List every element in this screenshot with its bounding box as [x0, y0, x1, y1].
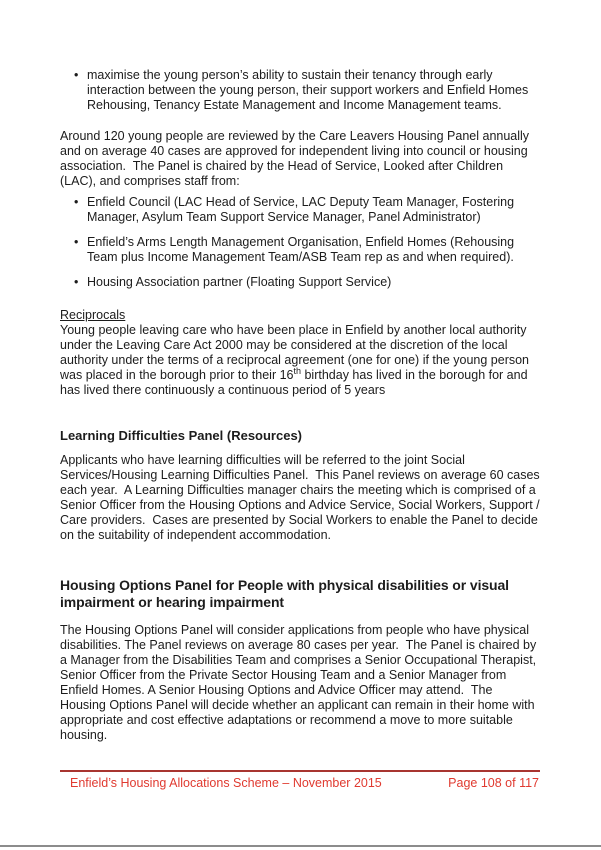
list-item: [60, 68, 541, 113]
list-item: [60, 235, 541, 265]
list-item-text: maximise the young person’s ability to sustain their tenancy through early interaction between the young person, their support workers and Enfield Homes Rehousing, Tenancy Estate Management and Income Management teams.: [87, 68, 532, 112]
housing-options-section: [60, 577, 541, 743]
page-content: [60, 68, 544, 743]
lead-bullet-list: [60, 68, 541, 113]
ordinal-superscript: th: [293, 365, 301, 376]
list-item-text: Housing Association partner (Floating Support Service): [87, 275, 392, 289]
reciprocals-section: [60, 308, 541, 398]
footer-rule: [60, 770, 540, 772]
bullet-icon: •: [74, 235, 79, 249]
list-item-text: Enfield Council (LAC Head of Service, LAC Deputy Team Manager, Fostering Manager, Asylum Team Support Service Manager, Panel Administrator): [87, 195, 518, 224]
intro-paragraph: Around 120 young people are reviewed by the Care Leavers Housing Panel annually and on average 40 cases are approved for independent living into council or housing association. The Panel is chaired by the Head of Service, Looked after Children (LAC), and comprises staff from:: [60, 129, 533, 188]
reciprocals-heading: Reciprocals: [60, 308, 126, 322]
reciprocals-text-end: birthday has lived in the borough for and has lived there continuously a continuous period of 5 years: [60, 368, 532, 397]
housing-options-paragraph: The Housing Options Panel will consider applications from people who have physical disabilities. The Panel reviews on average 80 cases per year. The Panel is chaired by a Manager from the Disabilities Team and comprises a Senior Occupational Therapist, Senior Officer from the Private Sector Housing Team and a Senior Manager from Enfield Homes. A Senior Housing Options and Advice Officer may attend. The Housing Options Panel will decide whether an applicant can remain in their home with appropriate and cost effective adaptations or recommend a move to more suitable housing.: [60, 623, 540, 742]
footer-document-title: Enfield’s Housing Allocations Scheme – November 2015: [70, 776, 382, 790]
learning-difficulties-paragraph: Applicants who have learning difficulties will be referred to the joint Social Services/Housing Learning Difficulties Panel. This Panel reviews on average 60 cases each year. A Learning Difficulties manager chairs the meeting which is comprised of a Senior Officer from the Housing Options and Advice Service, Social Workers, Support / Care providers. Cases are presented by Social Workers to enable the Panel to decide on the suitability of independent accommodation.: [60, 453, 544, 542]
page-footer: [60, 776, 539, 791]
reciprocals-text-start: Young people leaving care who have been place in Enfield by another local authority under the Leaving Care Act 2000 may be considered at the discretion of the local authority under the terms of a reciprocal agreement (one for one) if the young person was placed in the borough prior to their 16: [60, 323, 533, 382]
panel-members-list: [60, 195, 541, 290]
footer-page-number: Page 108 of 117: [448, 776, 539, 790]
page-bottom-edge: [0, 845, 601, 847]
reciprocals-paragraph: [60, 323, 541, 398]
bullet-icon: •: [74, 195, 79, 209]
list-item-text: Enfield’s Arms Length Management Organisation, Enfield Homes (Rehousing Team plus Income Management Team/ASB Team rep as and when required).: [87, 235, 518, 264]
list-item: [60, 195, 541, 225]
housing-options-heading: Housing Options Panel for People with physical disabilities or visual impairment or hearing impairment: [60, 577, 509, 610]
bullet-icon: •: [74, 68, 79, 82]
learning-difficulties-heading: Learning Difficulties Panel (Resources): [60, 428, 303, 443]
learning-difficulties-section: [60, 428, 544, 543]
list-item: [60, 275, 541, 290]
bullet-icon: •: [74, 275, 79, 289]
